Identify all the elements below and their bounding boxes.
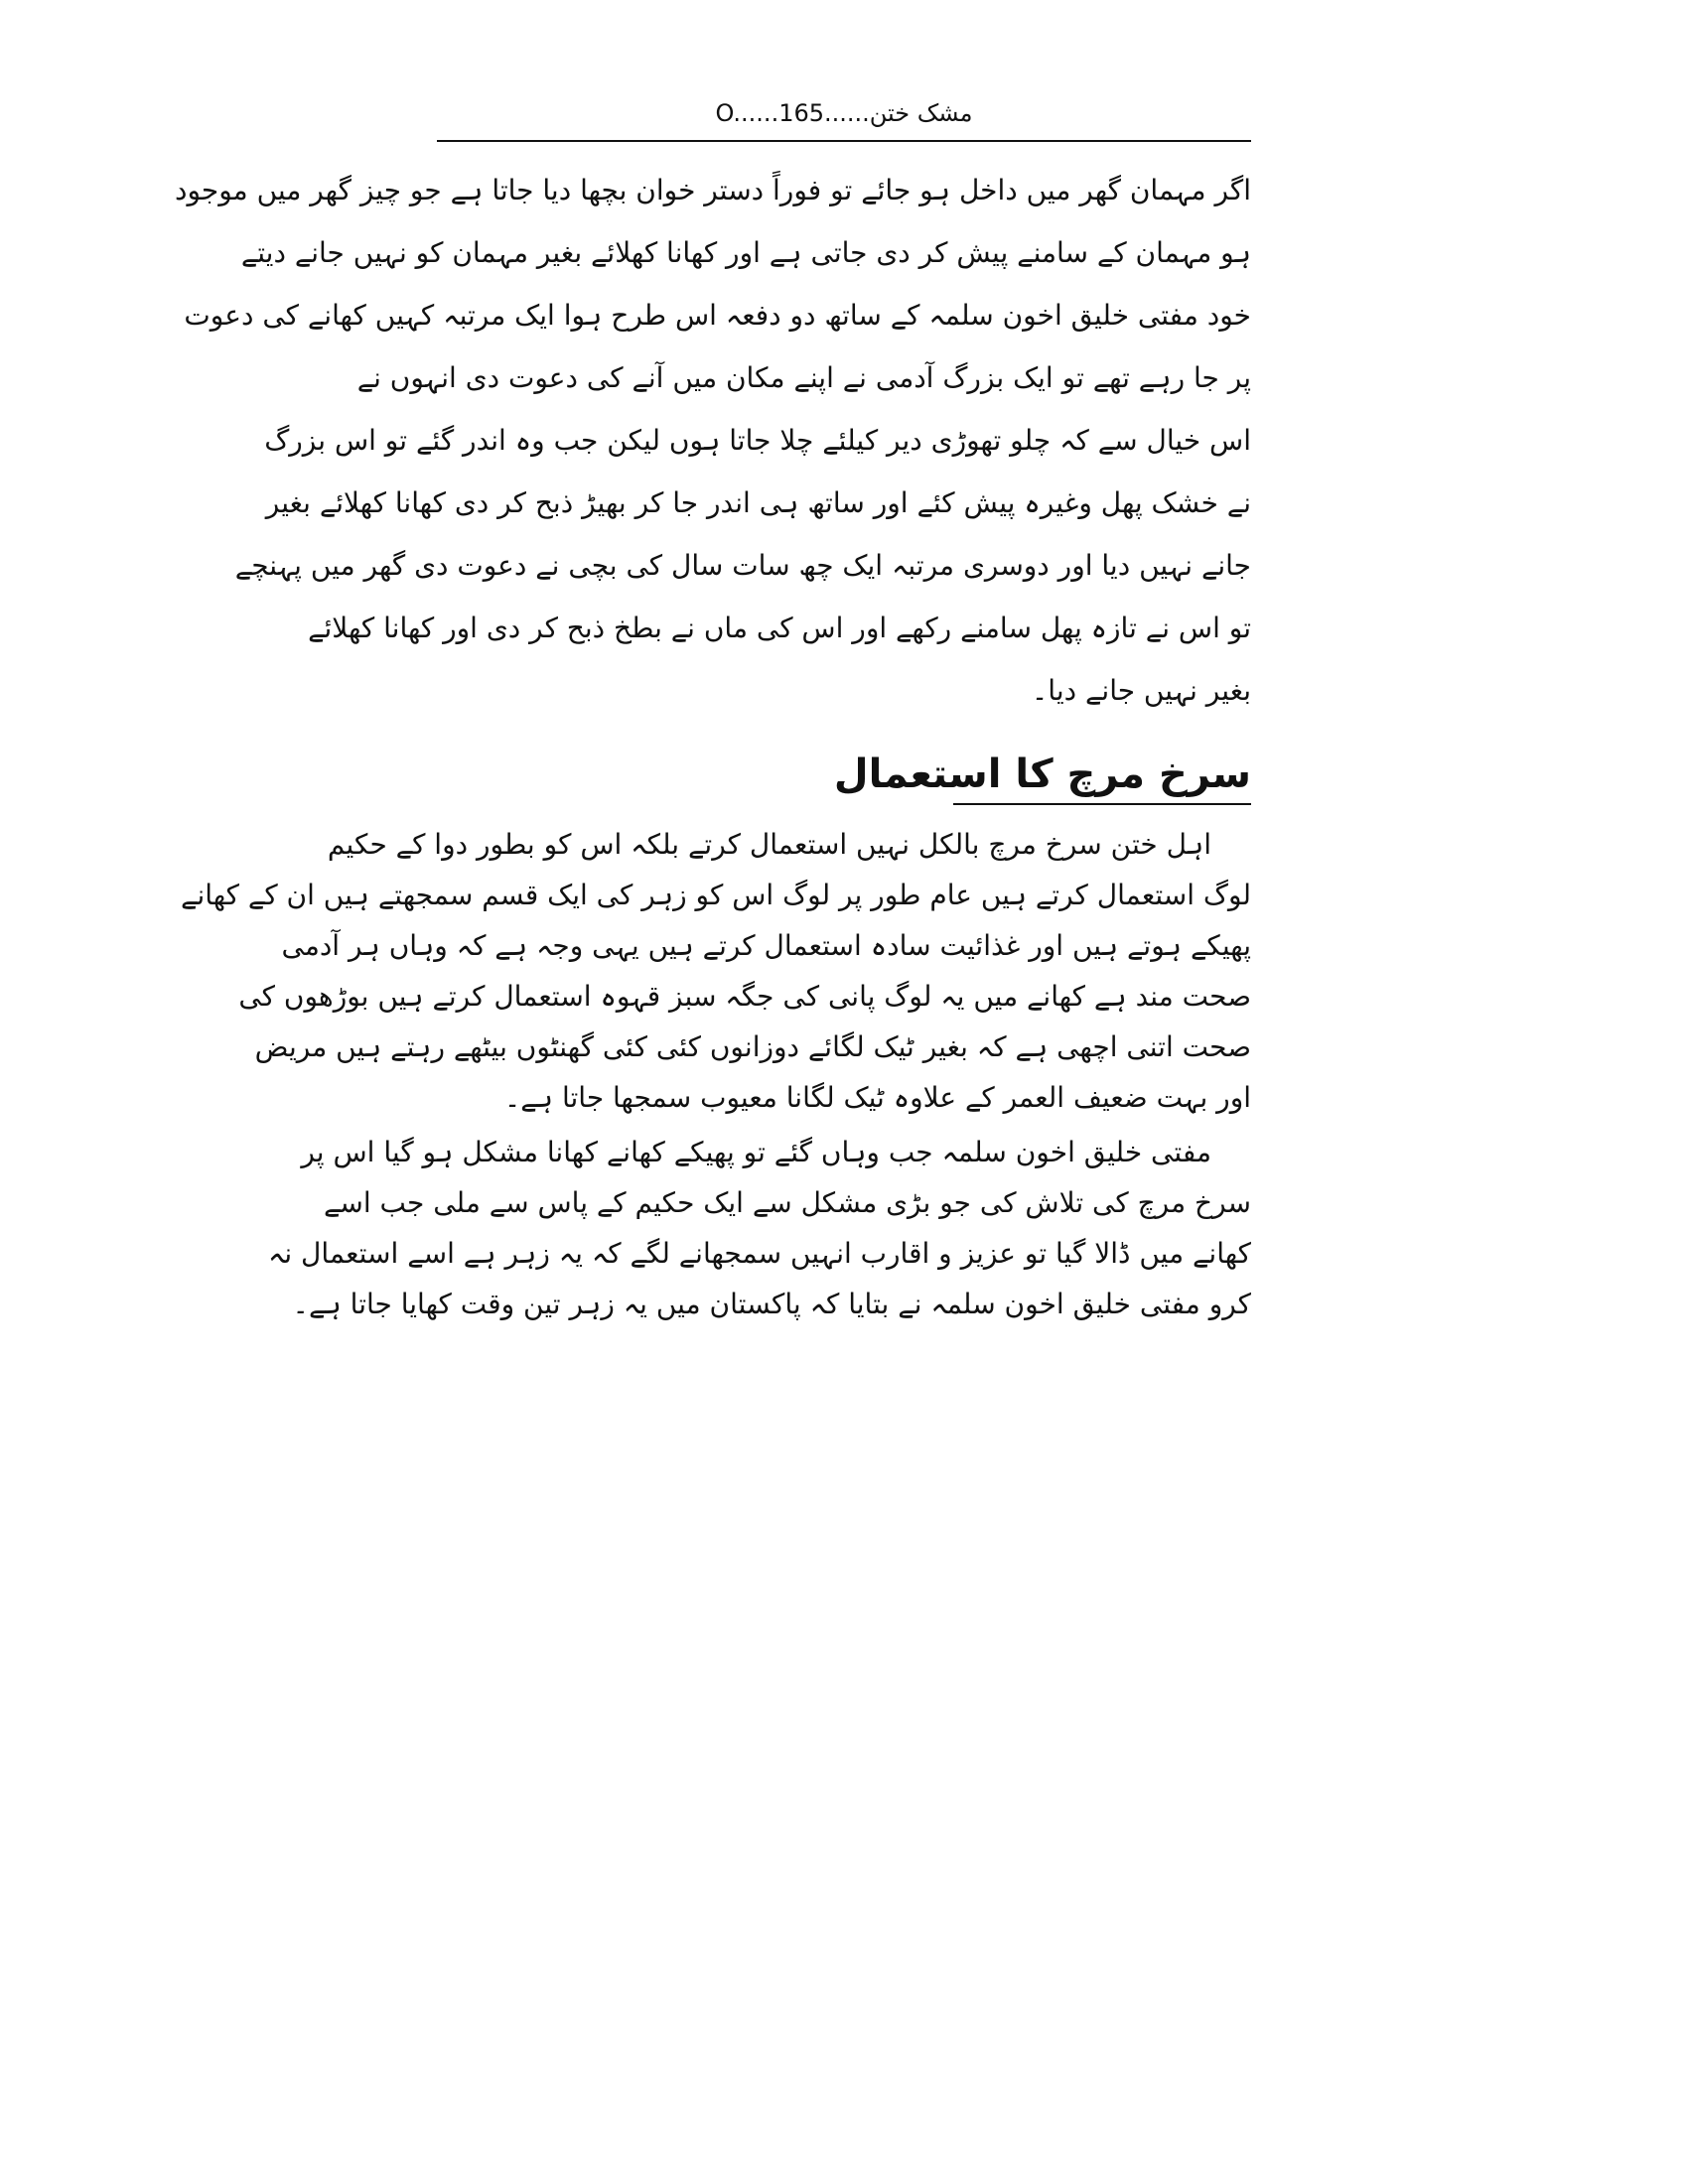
page-body <box>174 159 1251 1329</box>
section-heading: سرخ مرچ کا استعمال <box>953 746 1251 805</box>
text-line: خود مفتی خلیق اخون سلمہ کے ساتھ دو دفعہ اس طرح ہوا ایک مرتبہ کہیں کھانے کی دعوت <box>184 299 1251 332</box>
text-line: پر جا رہے تھے تو ایک بزرگ آدمی نے اپنے مکان میں آنے کی دعوت دی انہوں نے <box>356 361 1251 394</box>
text-line: اس خیال سے کہ چلو تھوڑی دیر کیلئے چلا جاتا ہوں لیکن جب وہ اندر گئے تو اس بزرگ <box>264 424 1251 457</box>
header-rule <box>437 140 1251 142</box>
page-header <box>437 94 1251 144</box>
text-line: اور بہت ضعیف العمر کے علاوہ ٹیک لگانا معیوب سمجھا جاتا ہے۔ <box>503 1081 1251 1114</box>
text-line: صحت اتنی اچھی ہے کہ بغیر ٹیک لگائے دوزانوں کئی کئی گھنٹوں بیٹھے رہتے ہیں مریض <box>254 1030 1251 1063</box>
running-header: مشک ختن......O......165 <box>715 99 973 127</box>
text-line: نے خشک پھل وغیرہ پیش کئے اور ساتھ ہی اندر جا کر بھیڑ ذبح کر دی کھانا کھلائے بغیر <box>265 486 1251 519</box>
text-line: کرو مفتی خلیق اخون سلمہ نے بتایا کہ پاکستان میں یہ زہر تین وقت کھایا جاتا ہے۔ <box>292 1288 1251 1320</box>
paragraph <box>174 159 1251 722</box>
text-line: ہو مہمان کے سامنے پیش کر دی جاتی ہے اور کھانا کھلائے بغیر مہمان کو نہیں جانے دیتے <box>240 236 1251 269</box>
text-line: کھانے میں ڈالا گیا تو عزیز و اقارب انہیں سمجھانے لگے کہ یہ زہر ہے اسے استعمال نہ <box>267 1237 1251 1270</box>
text-line: سرخ مرچ کی تلاش کی جو بڑی مشکل سے ایک حکیم کے پاس سے ملی جب اسے <box>323 1186 1251 1219</box>
text-line: پھیکے ہوتے ہیں اور غذائیت سادہ استعمال کرتے ہیں یہی وجہ ہے کہ وہاں ہر آدمی <box>281 929 1251 962</box>
text-line: صحت مند ہے کھانے میں یہ لوگ پانی کی جگہ سبز قہوہ استعمال کرتے ہیں بوڑھوں کی <box>238 980 1251 1013</box>
paragraph <box>267 1127 1251 1329</box>
text-line: اگر مہمان گھر میں داخل ہو جائے تو فوراً دستر خوان بچھا دیا جاتا ہے جو چیز گھر میں موجود <box>174 174 1251 206</box>
paragraph <box>181 819 1251 1123</box>
text-line: تو اس نے تازہ پھل سامنے رکھے اور اس کی ماں نے بطخ ذبح کر دی اور کھانا کھلائے <box>308 612 1251 644</box>
text-line: اہل ختن سرخ مرچ بالکل نہیں استعمال کرتے بلکہ اس کو بطور دوا کے حکیم <box>327 828 1211 861</box>
text-line: بغیر نہیں جانے دیا۔ <box>1031 674 1251 707</box>
text-line: مفتی خلیق اخون سلمہ جب وہاں گئے تو پھیکے کھانے کھانا مشکل ہو گیا اس پر <box>301 1136 1211 1168</box>
text-line: جانے نہیں دیا اور دوسری مرتبہ ایک چھ سات سال کی بچی نے دعوت دی گھر میں پہنچے <box>234 549 1251 582</box>
text-line: لوگ استعمال کرتے ہیں عام طور پر لوگ اس کو زہر کی ایک قسم سمجھتے ہیں ان کے کھانے <box>181 879 1251 911</box>
